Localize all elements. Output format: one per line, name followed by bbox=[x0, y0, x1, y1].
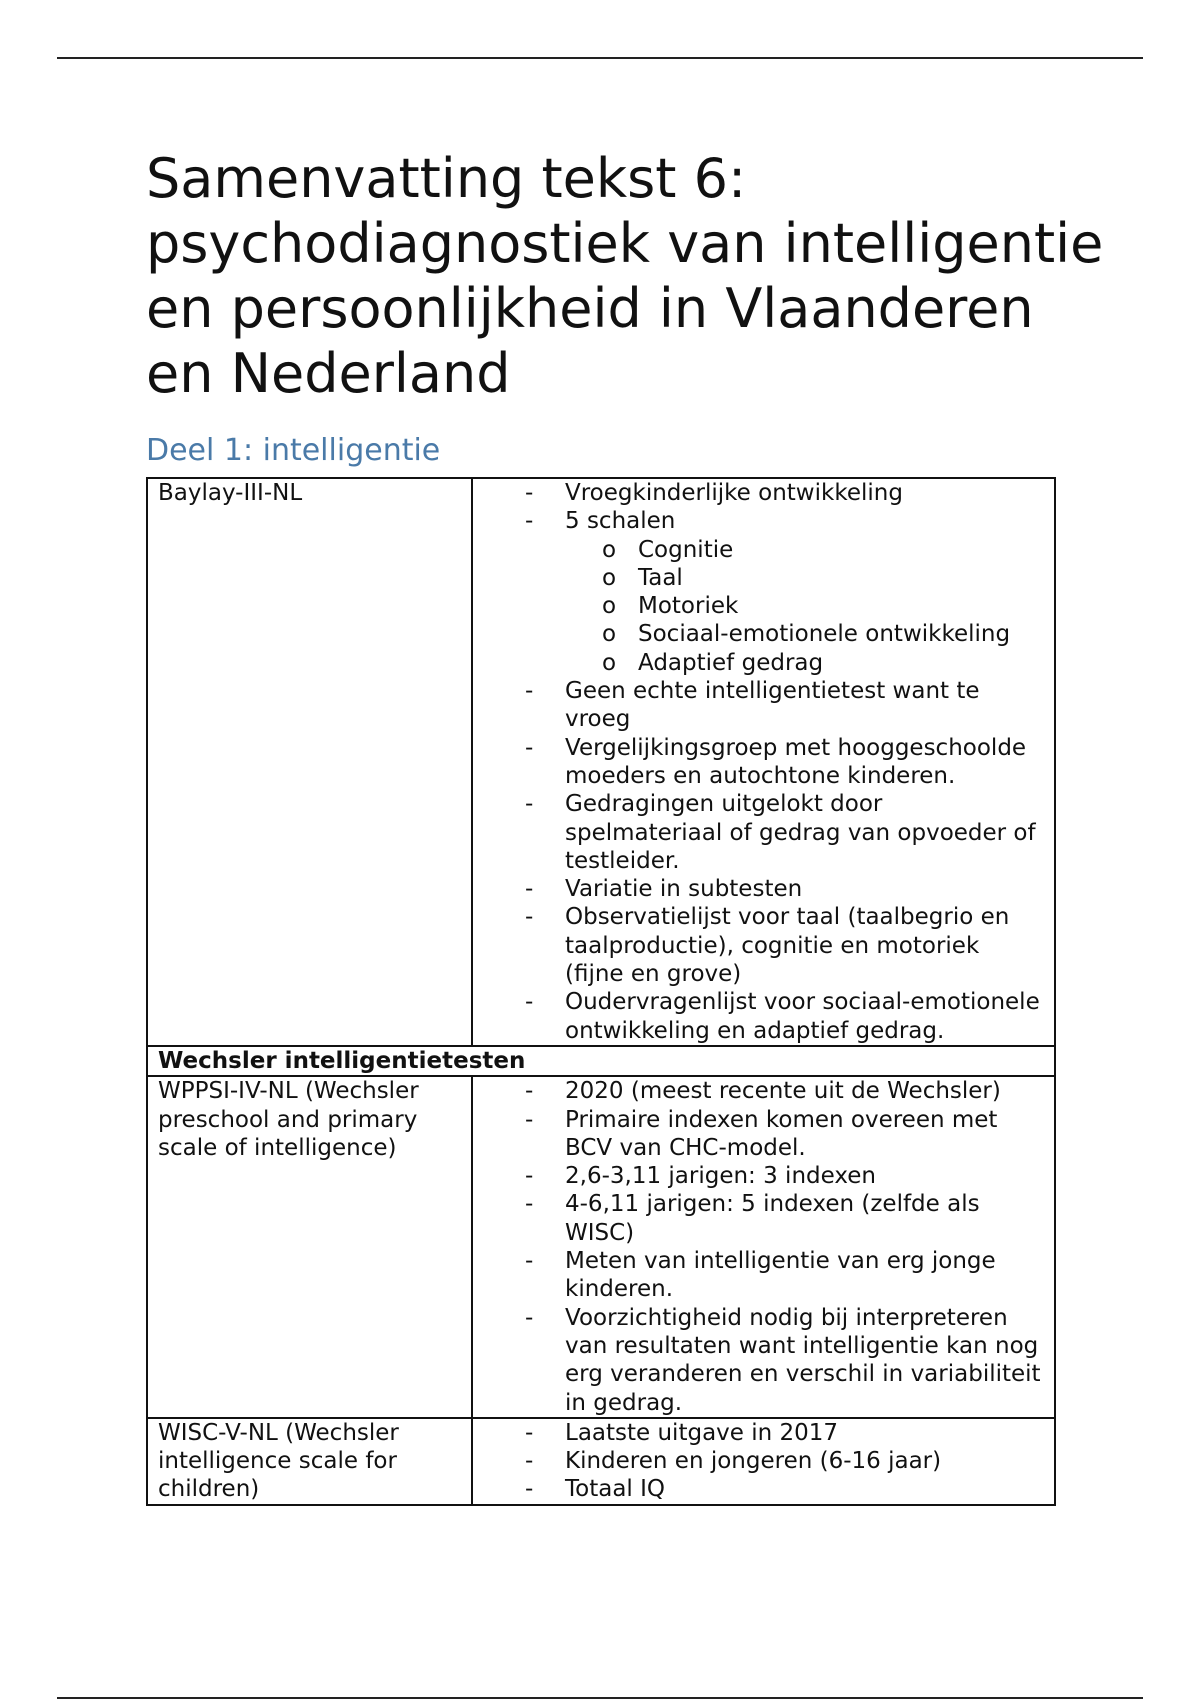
sub-list-item bbox=[602, 592, 1044, 620]
list-item bbox=[525, 677, 1044, 734]
sub-list-item bbox=[602, 649, 1044, 677]
dash-bullet: - bbox=[525, 904, 534, 931]
list-item-text: Vergelijkingsgroep met hooggeschoolde moeders en autochtone kinderen. bbox=[565, 734, 1027, 789]
list-item-text: Voorzichtigheid nodig bij interpreteren van resultaten want intelligentie kan nog erg veranderen en verschil in variabiliteit in gedrag. bbox=[565, 1304, 1041, 1416]
dash-bullet: - bbox=[525, 1163, 534, 1190]
list-item-text: Vroegkinderlijke ontwikkeling bbox=[565, 480, 903, 506]
list-item-text: Geen echte intelligentietest want te vroeg bbox=[565, 678, 980, 733]
list-item bbox=[525, 1106, 1044, 1163]
list-item-text: Laatste uitgave in 2017 bbox=[565, 1419, 839, 1446]
test-summary-table bbox=[146, 477, 1056, 1506]
list-item bbox=[525, 1190, 1044, 1247]
circle-bullet: o bbox=[602, 593, 617, 620]
circle-bullet: o bbox=[602, 649, 617, 676]
dash-bullet: - bbox=[525, 1248, 534, 1275]
list-item-text: Variatie in subtesten bbox=[565, 876, 803, 903]
list-item-text: 4-6,11 jarigen: 5 indexen (zelfde als WISC) bbox=[565, 1191, 980, 1246]
list-item-text: 5 schalen bbox=[565, 508, 676, 535]
dash-bullet: - bbox=[525, 791, 534, 818]
group-header: Wechsler intelligentietesten bbox=[158, 1047, 526, 1074]
list-item bbox=[525, 1077, 1044, 1105]
sub-item-text: Motoriek bbox=[638, 593, 739, 620]
list-item bbox=[525, 1447, 1044, 1475]
table-row-wppsi bbox=[147, 1076, 1055, 1418]
test-details-cell bbox=[472, 1076, 1055, 1418]
list-item bbox=[525, 790, 1044, 875]
test-name: WISC-V-NL (Wechsler intelligence scale for children) bbox=[158, 1419, 399, 1503]
list-item bbox=[525, 1475, 1044, 1503]
table-row-wisc bbox=[147, 1418, 1055, 1505]
list-item bbox=[525, 988, 1044, 1045]
dash-bullet: - bbox=[525, 1304, 534, 1331]
dash-bullet: - bbox=[525, 1078, 534, 1105]
footer-rule bbox=[57, 1697, 1143, 1699]
list-item bbox=[525, 507, 1044, 677]
sub-list-item bbox=[602, 620, 1044, 648]
dash-bullet: - bbox=[525, 508, 534, 535]
list-item-text: Observatielijst voor taal (taalbegrio en taalproductie), cognitie en motoriek (fijne en grove) bbox=[565, 904, 1010, 988]
dash-bullet: - bbox=[525, 1476, 534, 1503]
list-item-text: 2020 (meest recente uit de Wechsler) bbox=[565, 1078, 1001, 1105]
list-item-text: Oudervragenlijst voor sociaal-emotionele ontwikkeling en adaptief gedrag. bbox=[565, 989, 1040, 1044]
header-rule bbox=[57, 57, 1143, 59]
list-item-text: Kinderen en jongeren (6-16 jaar) bbox=[565, 1448, 942, 1475]
dash-bullet: - bbox=[525, 876, 534, 903]
sub-list-item bbox=[602, 536, 1044, 564]
test-name-cell bbox=[147, 1418, 472, 1505]
sub-item-text: Cognitie bbox=[638, 536, 734, 563]
test-name-cell bbox=[147, 478, 472, 1046]
list-item-text: Primaire indexen komen overeen met BCV van CHC-model. bbox=[565, 1106, 998, 1161]
list-item bbox=[525, 875, 1044, 903]
sub-list bbox=[565, 536, 1044, 677]
dash-bullet: - bbox=[525, 480, 534, 506]
detail-list bbox=[483, 479, 1044, 1045]
document-title: Samenvatting tekst 6: psychodiagnostiek van intelligentie en persoonlijkheid in Vlaanderen en Nederland bbox=[146, 147, 1104, 405]
list-item bbox=[525, 1419, 1044, 1447]
test-details-cell bbox=[472, 478, 1055, 1046]
test-name-cell bbox=[147, 1076, 472, 1418]
list-item bbox=[525, 1247, 1044, 1304]
test-details-cell bbox=[472, 1418, 1055, 1505]
list-item bbox=[525, 479, 1044, 507]
circle-bullet: o bbox=[602, 564, 617, 591]
dash-bullet: - bbox=[525, 734, 534, 761]
list-item-text: Gedragingen uitgelokt door spelmateriaal of gedrag van opvoeder of testleider. bbox=[565, 791, 1036, 874]
detail-list bbox=[483, 1077, 1044, 1417]
sub-item-text: Adaptief gedrag bbox=[638, 649, 824, 676]
sub-item-text: Taal bbox=[638, 564, 683, 591]
list-item bbox=[525, 1304, 1044, 1417]
group-header-cell bbox=[147, 1046, 1055, 1076]
list-item bbox=[525, 903, 1044, 988]
dash-bullet: - bbox=[525, 1419, 534, 1446]
test-name: WPPSI-IV-NL (Wechsler preschool and primary scale of intelligence) bbox=[158, 1078, 419, 1161]
dash-bullet: - bbox=[525, 989, 534, 1016]
table-row-baylay bbox=[147, 478, 1055, 1046]
list-item-text: 2,6-3,11 jarigen: 3 indexen bbox=[565, 1163, 877, 1190]
list-item-text: Meten van intelligentie van erg jonge kinderen. bbox=[565, 1248, 996, 1303]
sub-list-item bbox=[602, 564, 1044, 592]
dash-bullet: - bbox=[525, 1191, 534, 1218]
detail-list bbox=[483, 1419, 1044, 1504]
circle-bullet: o bbox=[602, 536, 617, 563]
list-item bbox=[525, 734, 1044, 791]
circle-bullet: o bbox=[602, 621, 617, 648]
section-heading: Deel 1: intelligentie bbox=[146, 433, 441, 468]
dash-bullet: - bbox=[525, 1448, 534, 1475]
table-group-header-row bbox=[147, 1046, 1055, 1076]
sub-item-text: Sociaal-emotionele ontwikkeling bbox=[638, 621, 1011, 648]
dash-bullet: - bbox=[525, 678, 534, 705]
list-item bbox=[525, 1162, 1044, 1190]
list-item-text: Totaal IQ bbox=[565, 1476, 666, 1503]
dash-bullet: - bbox=[525, 1106, 534, 1133]
test-name: Baylay-III-NL bbox=[158, 480, 303, 506]
